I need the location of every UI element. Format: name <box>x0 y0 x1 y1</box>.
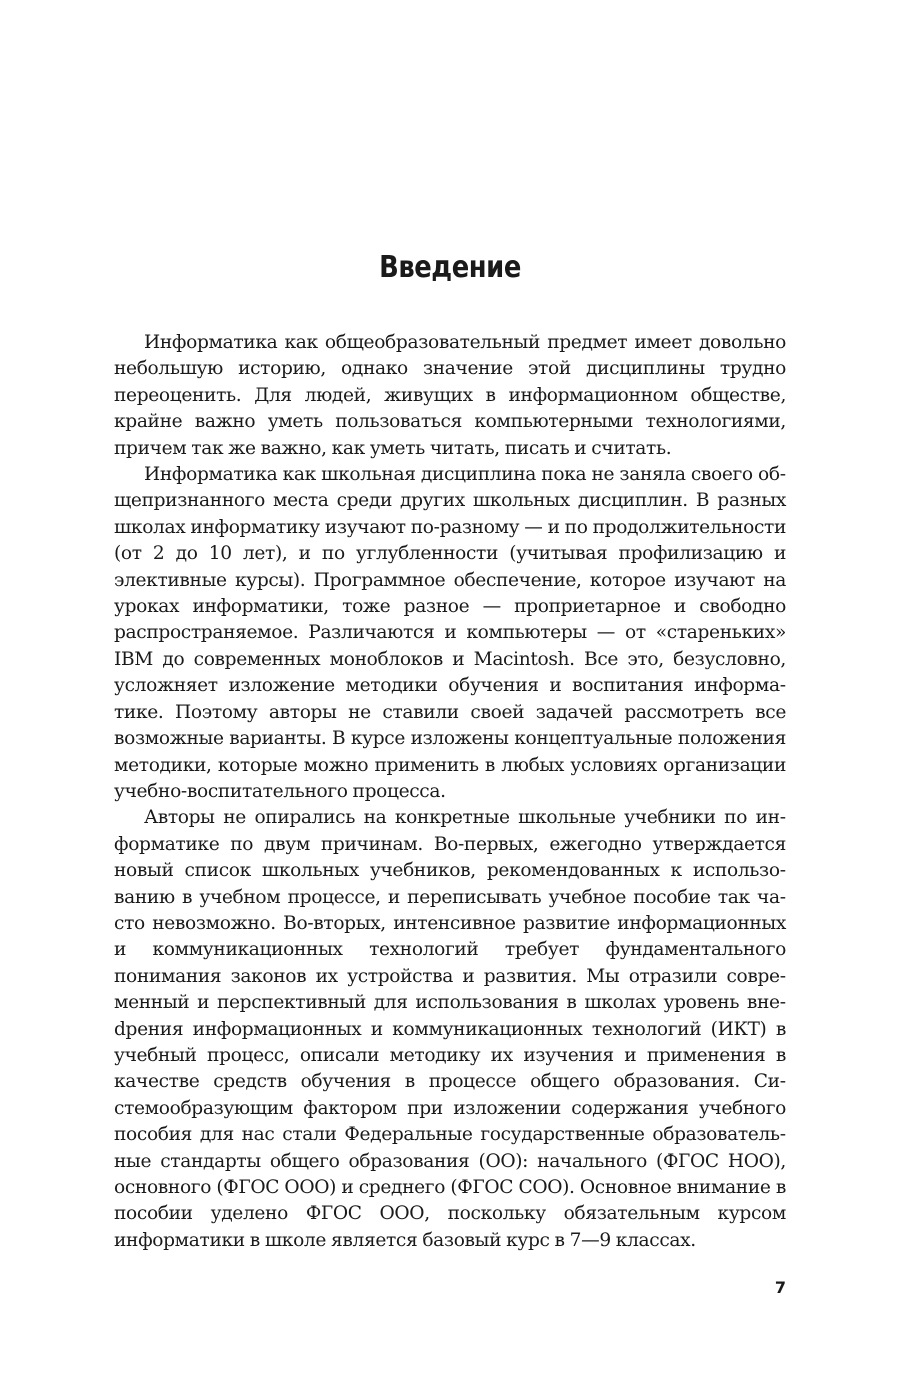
paragraph-2: Информатика как школьная дисциплина пока не заняла своего общепризнанного места среди других школьных дисциплин. В разных школах информатику изучают по-разному — и по продолжительности (от 2 до 10 лет), и по углубленности (учитывая профилизацию и элективные курсы). Программное обеспечение, которое изучают на уроках информатики, тоже разное — проприетарное и свободно распространяемое. Различаются и компьютеры — от «стареньких» IBM до современных моноблоков и Macintosh. Все это, безусловно, усложняет изложение методики обучения и воспитания информатике. Поэтому авторы не ставили своей задачей рассмотреть все возможные варианты. В курсе изложены концептуальные положения методики, которые можно применить в любых условиях организации учебно-воспитательного процесса. <box>114 464 786 802</box>
body-text <box>114 330 786 1254</box>
paragraph-1: Информатика как общеобразовательный предмет имеет довольно небольшую историю, однако значение этой дисциплины трудно переоценить. Для людей, живущих в информационном обществе, крайне важно уметь пользоваться компьютерными технологиями, причем так же важно, как уметь читать, писать и считать. <box>114 332 786 459</box>
chapter-title: Введение <box>379 250 521 285</box>
paragraph-3: Авторы не опирались на конкретные школьные учебники по информатике по двум причинам. Во-первых, ежегодно утверждается новый список школьных учебников, рекомендованных к использованию в учебном процессе, и переписывать учебное пособие так часто невозможно. Во-вторых, интенсивное развитие информационных и коммуникационных технологий требует фундаментального понимания законов их устройства и развития. Мы отразили современный и перспективный для использования в школах уровень внеdрения информационных и коммуникационных технологий (ИКТ) в учебный процесс, описали методику их изучения и применения в качестве средств обучения в процессе общего образования. Системообразующим фактором при изложении содержания учебного пособия для нас стали Федеральные государственные образовательные стандарты общего образования (ОО): начального (ФГОС НОО), основного (ФГОС ООО) и среднего (ФГОС СОО). Основное внимание в пособии уделено ФГОС ООО, поскольку обязательным курсом информатики в школе является базовый курс в 7—9 классах. <box>114 807 786 1251</box>
page-number: 7 <box>774 1278 786 1297</box>
